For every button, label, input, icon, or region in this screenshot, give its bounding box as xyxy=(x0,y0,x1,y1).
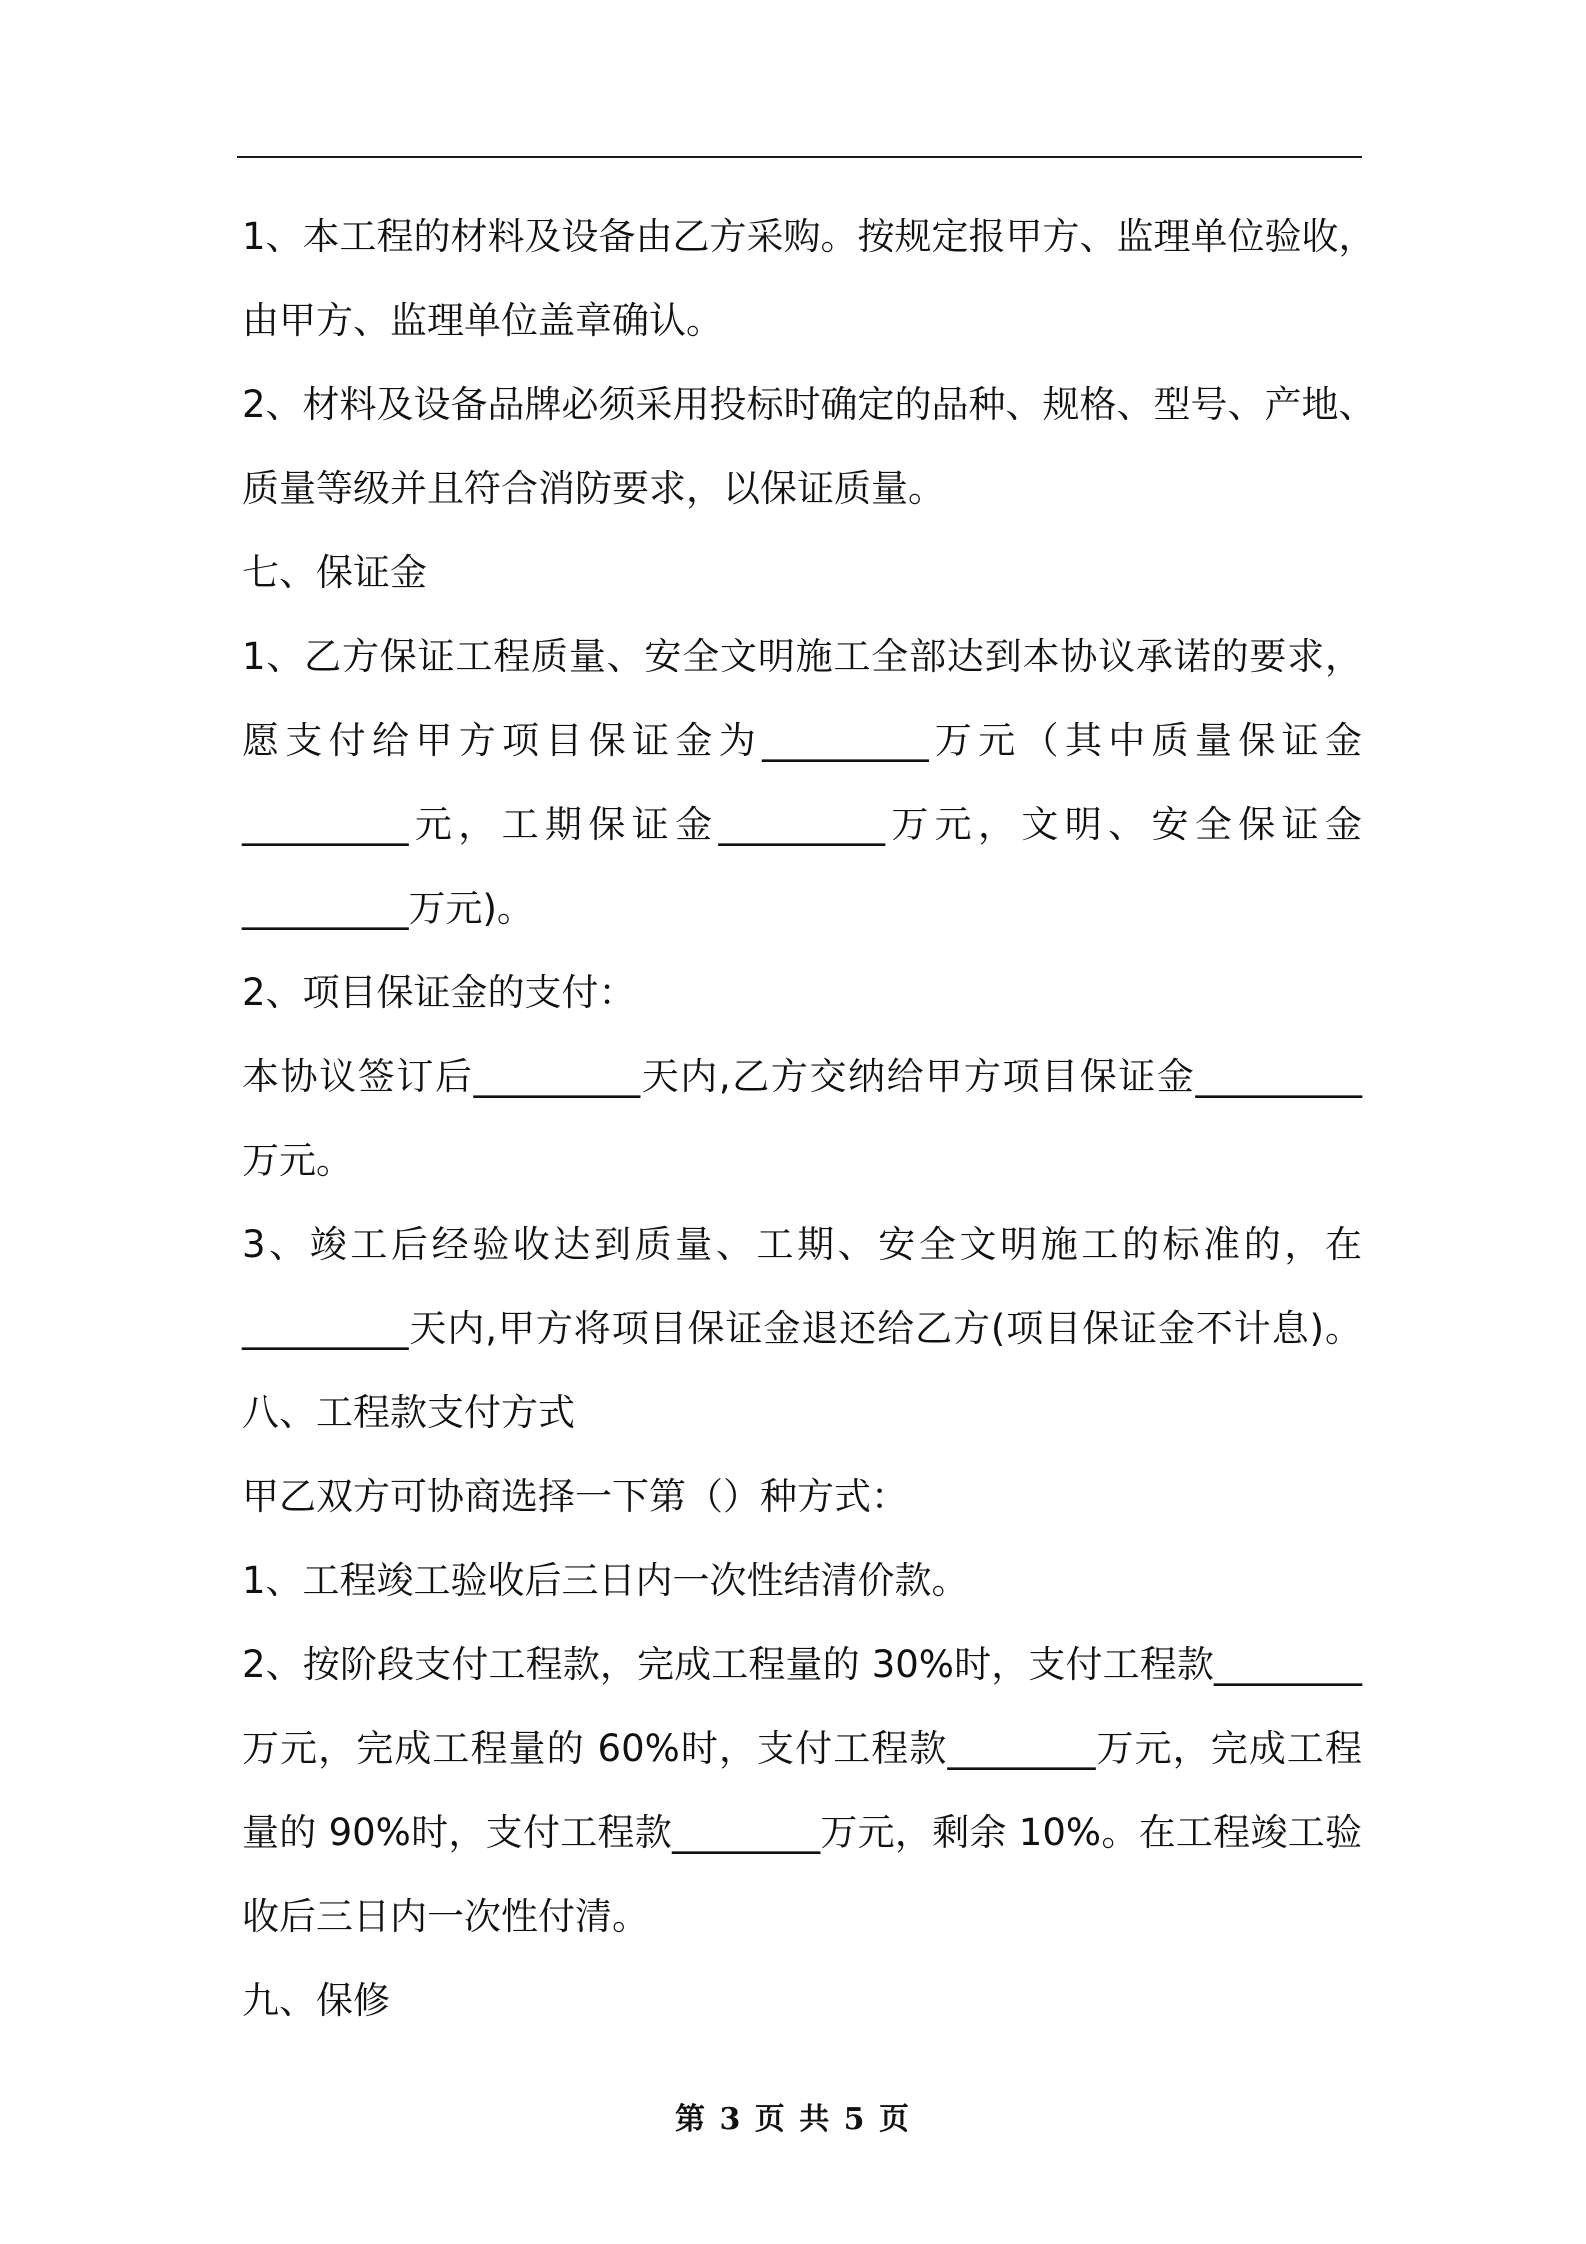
text-line: 2、按阶段支付工程款，完成工程量的 30%时，支付工程款________ xyxy=(242,1643,1362,1686)
text-line: 1、乙方保证工程质量、安全文明施工全部达到本协议承诺的要求， xyxy=(242,635,1362,678)
page-number: 第 3 页 共 5 页 xyxy=(675,2102,911,2137)
text-line: 收后三日内一次性付清。 xyxy=(242,1895,649,1938)
text-line: 万元。 xyxy=(242,1139,353,1182)
text-line: _________天内,甲方将项目保证金退还给乙方(项目保证金不计息)。 xyxy=(242,1307,1362,1350)
header-rule xyxy=(237,156,1362,158)
text-line: 量的 90%时，支付工程款________万元，剩余 10%。在工程竣工验 xyxy=(242,1811,1362,1854)
text-line: 1、工程竣工验收后三日内一次性结清价款。 xyxy=(242,1559,969,1602)
section-heading: 八、工程款支付方式 xyxy=(242,1391,575,1434)
text-line: 2、项目保证金的支付： xyxy=(242,971,636,1014)
text-line: 质量等级并且符合消防要求，以保证质量。 xyxy=(242,467,945,510)
text-line: 本协议签订后_________天内,乙方交纳给甲方项目保证金_________ xyxy=(242,1055,1362,1098)
text-line: 愿支付给甲方项目保证金为_________万元（其中质量保证金 xyxy=(242,719,1362,762)
text-line: 1、本工程的材料及设备由乙方采购。按规定报甲方、监理单位验收， xyxy=(242,215,1376,258)
text-line: 2、材料及设备品牌必须采用投标时确定的品种、规格、型号、产地、 xyxy=(242,383,1376,426)
text-line: 万元，完成工程量的 60%时，支付工程款________万元，完成工程 xyxy=(242,1727,1362,1770)
text-line: 由甲方、监理单位盖章确认。 xyxy=(242,299,723,342)
text-line: 甲乙双方可协商选择一下第（）种方式： xyxy=(242,1475,908,1518)
document-body xyxy=(242,195,1376,2043)
section-heading: 七、保证金 xyxy=(242,551,427,594)
text-line: _________元，工期保证金_________万元，文明、安全保证金 xyxy=(242,803,1362,846)
text-line: _________万元)。 xyxy=(242,887,534,930)
text-line: 3、竣工后经验收达到质量、工期、安全文明施工的标准的，在 xyxy=(242,1223,1362,1266)
section-heading: 九、保修 xyxy=(242,1979,390,2022)
